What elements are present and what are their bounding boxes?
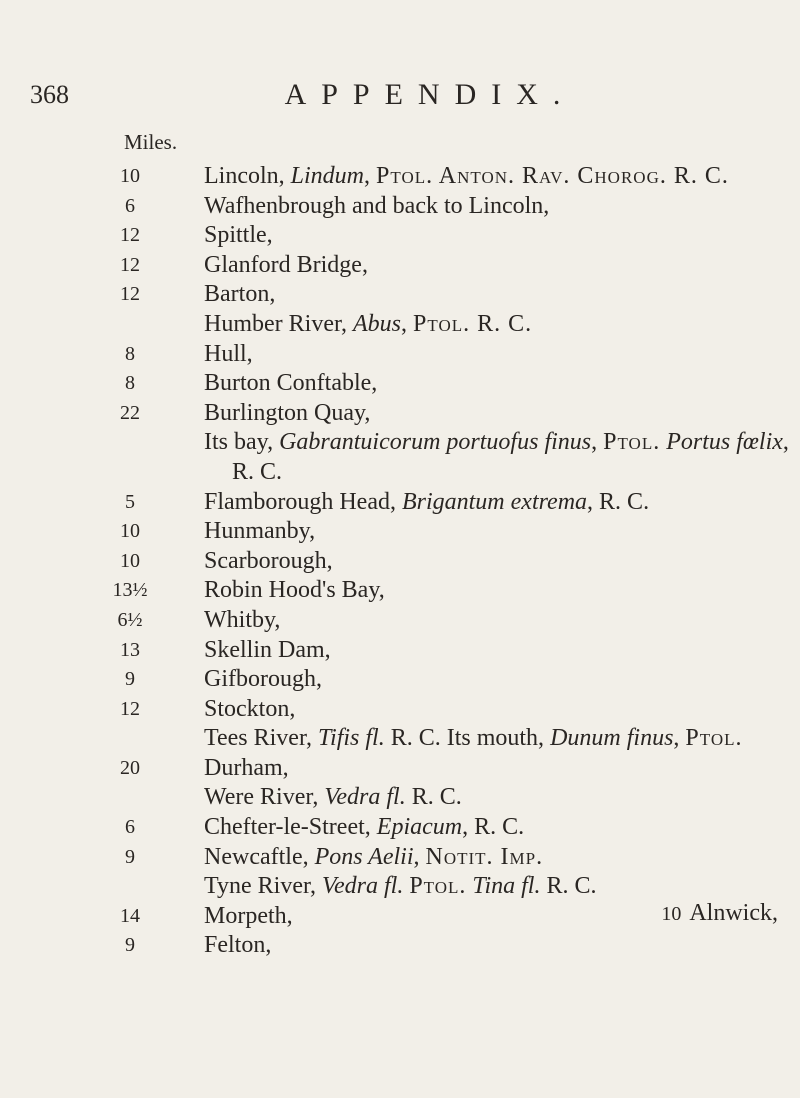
latin-name: Lindum (290, 163, 365, 189)
entry-miles: 12 (120, 697, 140, 720)
entry-text (204, 783, 462, 813)
itinerary-entry (0, 428, 800, 458)
itinerary-entry (0, 783, 800, 813)
entry-text (204, 280, 275, 310)
itinerary-entry (0, 636, 800, 666)
itinerary-entry (0, 576, 800, 606)
entry-miles: 6½ (117, 608, 143, 631)
itinerary-entry (0, 843, 800, 873)
entry-text (204, 221, 273, 251)
entry-text (204, 636, 331, 666)
entry-fragment: Robin Hood's Bay, (204, 577, 385, 604)
entry-miles: 12 (120, 224, 140, 247)
entry-fragment: Lincoln, (204, 163, 291, 189)
entry-text (204, 606, 280, 636)
latin-name: Abus (353, 310, 402, 337)
miles-column-heading: Miles. (124, 130, 178, 154)
entry-text (204, 428, 789, 458)
page-number: 368 (30, 80, 69, 109)
itinerary-entry (0, 724, 800, 754)
entry-text (204, 399, 370, 429)
source-reference: Ptol. (409, 873, 467, 900)
entry-miles: 6 (125, 816, 135, 839)
entry-text (204, 813, 524, 843)
entry-fragment: Tyne River, (204, 873, 322, 900)
entry-text (204, 310, 532, 340)
entry-text (204, 843, 543, 873)
entry-fragment: Durham, (204, 754, 289, 781)
entry-fragment: , (401, 310, 414, 337)
latin-name: Brigantum extrema (401, 488, 588, 515)
entry-fragment: Tees River, (204, 725, 318, 752)
entry-fragment: Hull, (204, 340, 253, 367)
catchword-place: Alnwick, (689, 900, 778, 926)
itinerary-entry (0, 547, 800, 577)
entry-fragment: Hunmanby, (204, 518, 316, 545)
entry-fragment: Its bay, (204, 429, 280, 456)
entry-fragment: Wafhenbrough and back to Lincoln, (204, 192, 550, 219)
entry-text (204, 340, 253, 370)
entry-fragment: Humber River, (204, 310, 354, 337)
entry-fragment: Gifborough, (204, 666, 322, 693)
entry-miles: 20 (120, 756, 140, 779)
entry-fragment: Newcaftle, (204, 843, 315, 870)
itinerary-entry (0, 517, 800, 547)
latin-name: Dunum finus (550, 725, 674, 752)
itinerary-entry (0, 221, 800, 251)
itinerary-entry (0, 813, 800, 843)
entry-miles: 10 (120, 165, 140, 187)
entry-fragment: R. C. (232, 458, 283, 485)
latin-name: Gabrantuicorum portuofus finus (279, 429, 592, 456)
entry-text (204, 872, 596, 902)
entry-miles: 12 (120, 253, 140, 276)
itinerary-entry (0, 192, 800, 222)
entry-fragment: Glanford Bridge, (204, 251, 368, 278)
entry-fragment: Whitby, (204, 606, 281, 633)
entry-fragment: , R. C. (587, 488, 650, 515)
source-reference: Ptol. Anton. Rav. Chorog. R. C. (376, 163, 729, 189)
itinerary-entry (0, 280, 800, 310)
entry-fragment: Barton, (204, 281, 276, 308)
entry-miles: 9 (125, 668, 135, 691)
latin-name: Tifis fl. (318, 725, 385, 752)
entry-miles: 14 (120, 904, 140, 927)
entry-fragment: R. C. Its mouth, (384, 725, 551, 752)
entry-fragment: , (413, 843, 426, 870)
entry-miles: 5 (125, 490, 135, 513)
entry-text (204, 902, 293, 932)
entry-text (204, 754, 289, 784)
entry-fragment: Spittle, (204, 222, 273, 249)
entry-miles: 13½ (112, 579, 148, 602)
itinerary-entry (0, 606, 800, 636)
entry-fragment: , (782, 429, 789, 456)
entry-miles: 12 (120, 283, 140, 306)
entry-miles: 10 (120, 520, 140, 543)
catchword (661, 900, 778, 927)
itinerary-entry (0, 399, 800, 429)
entry-fragment: Chefter-le-Street, (204, 814, 377, 841)
latin-name: Epiacum (376, 814, 463, 841)
entry-fragment: R. C. (540, 873, 597, 900)
entry-text (204, 576, 385, 606)
entry-fragment: , (364, 163, 377, 189)
entry-miles: 13 (120, 638, 140, 661)
entry-fragment: Morpeth, (204, 902, 293, 929)
entry-text (204, 517, 315, 547)
itinerary-entry (0, 488, 800, 518)
entry-fragment: Stockton, (204, 695, 296, 722)
latin-name: Portus fœlix (666, 429, 783, 456)
entry-miles: 6 (125, 194, 135, 217)
entry-text (204, 724, 743, 754)
itinerary-entry (0, 458, 800, 488)
entry-text (204, 695, 295, 725)
entry-miles: 22 (120, 401, 140, 424)
entry-miles: 8 (125, 342, 135, 365)
itinerary-entry (0, 665, 800, 695)
entry-text (204, 192, 549, 222)
itinerary-entry (0, 872, 800, 902)
itinerary-entry (0, 931, 800, 961)
source-reference: Ptol. R. C. (413, 310, 533, 337)
latin-name: Pons Aelii (314, 843, 414, 870)
entry-fragment: Burton Conftable, (204, 370, 378, 397)
entry-text (204, 547, 333, 577)
itinerary-entry (0, 369, 800, 399)
entry-fragment: , (591, 429, 604, 456)
itinerary-entry (0, 251, 800, 281)
entry-fragment: , (673, 725, 686, 752)
entry-miles: 9 (125, 845, 135, 868)
entry-fragment: Felton, (204, 932, 272, 959)
entry-fragment: Were River, (204, 784, 325, 811)
itinerary-entry (0, 754, 800, 784)
entry-text (204, 251, 368, 281)
source-reference: Ptol. (685, 725, 743, 752)
itinerary-entry (0, 310, 800, 340)
itinerary-entry (0, 695, 800, 725)
entry-text (204, 162, 729, 192)
entry-text (204, 665, 322, 695)
entry-text (232, 458, 282, 488)
source-reference: Notit. Imp. (425, 843, 544, 870)
itinerary-list (0, 162, 800, 961)
entry-text (204, 369, 377, 399)
latin-name: Vedra fl. (322, 873, 404, 900)
entry-miles: 8 (125, 372, 135, 395)
source-reference: Ptol. (603, 429, 661, 456)
entry-fragment: Flamborough Head, (204, 488, 402, 515)
entry-fragment: , R. C. (462, 814, 525, 841)
entry-fragment: Scarborough, (204, 547, 333, 574)
latin-name: Tina fl. (472, 873, 541, 900)
latin-name: Vedra fl. (324, 784, 406, 811)
entry-text (204, 488, 649, 518)
catchword-miles: 10 (661, 903, 682, 925)
itinerary-entry (0, 162, 800, 192)
entry-fragment: Burlington Quay, (204, 399, 371, 426)
entry-miles: 9 (125, 934, 135, 957)
itinerary-entry (0, 340, 800, 370)
entry-fragment: Skellin Dam, (204, 636, 331, 663)
entry-miles: 10 (120, 549, 140, 572)
entry-text (204, 931, 271, 961)
entry-fragment: R. C. (405, 784, 462, 811)
running-head: APPENDIX. (284, 78, 576, 111)
